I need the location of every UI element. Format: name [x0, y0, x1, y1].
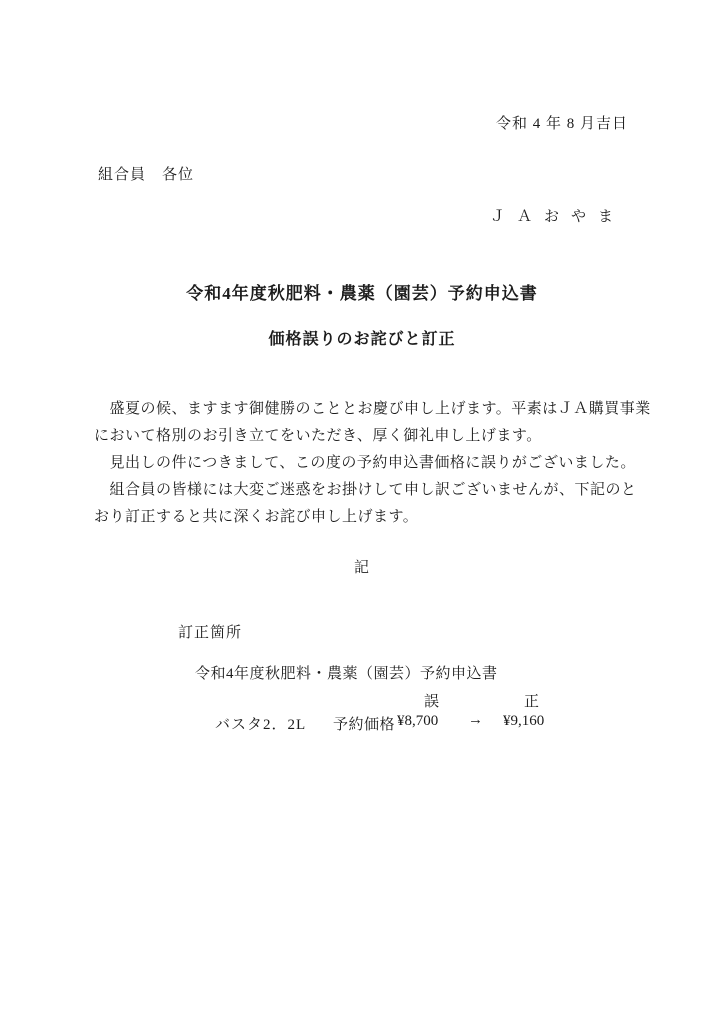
- recipient-line: 組合員 各位: [98, 167, 195, 183]
- record-marker: 記: [353, 560, 370, 576]
- document-subtitle: 価格誤りのお詫びと訂正: [268, 331, 456, 348]
- body-line: 見出しの件につきまして、この度の予約申込書価格に誤りがございました。: [94, 455, 636, 471]
- body-line: おり訂正すると共に深くお詫び申し上げます。: [94, 509, 419, 525]
- right-arrow-icon: →: [468, 712, 483, 728]
- error-column-label: 誤: [424, 694, 440, 710]
- correction-heading: 訂正箇所: [178, 625, 243, 641]
- wrong-price-value: ¥8,700: [397, 713, 439, 729]
- date-line: 令和 4 年 8 月吉日: [495, 116, 628, 132]
- price-label: 予約価格: [333, 717, 396, 733]
- body-line: 盛夏の候、ますます御健勝のこととお慶び申し上げます。平素はＪＡ購買事業: [94, 401, 651, 417]
- correct-column-label: 正: [524, 694, 540, 710]
- document-title: 令和4年度秋肥料・農薬（園芸）予約申込書: [186, 284, 538, 303]
- body-line: 組合員の皆様には大変ご迷惑をお掛けして申し訳ございませんが、下記のと: [94, 482, 637, 498]
- sender-name: ＪＡおやま: [490, 209, 626, 225]
- correction-document-name: 令和4年度秋肥料・農薬（園芸）予約申込書: [195, 666, 498, 682]
- body-line: において格別のお引き立てをいただき、厚く御礼申し上げます。: [94, 428, 542, 444]
- correct-price-value: ¥9,160: [503, 713, 545, 729]
- body-paragraph: [94, 396, 651, 531]
- correction-item-name: バスタ2．2L: [215, 717, 307, 733]
